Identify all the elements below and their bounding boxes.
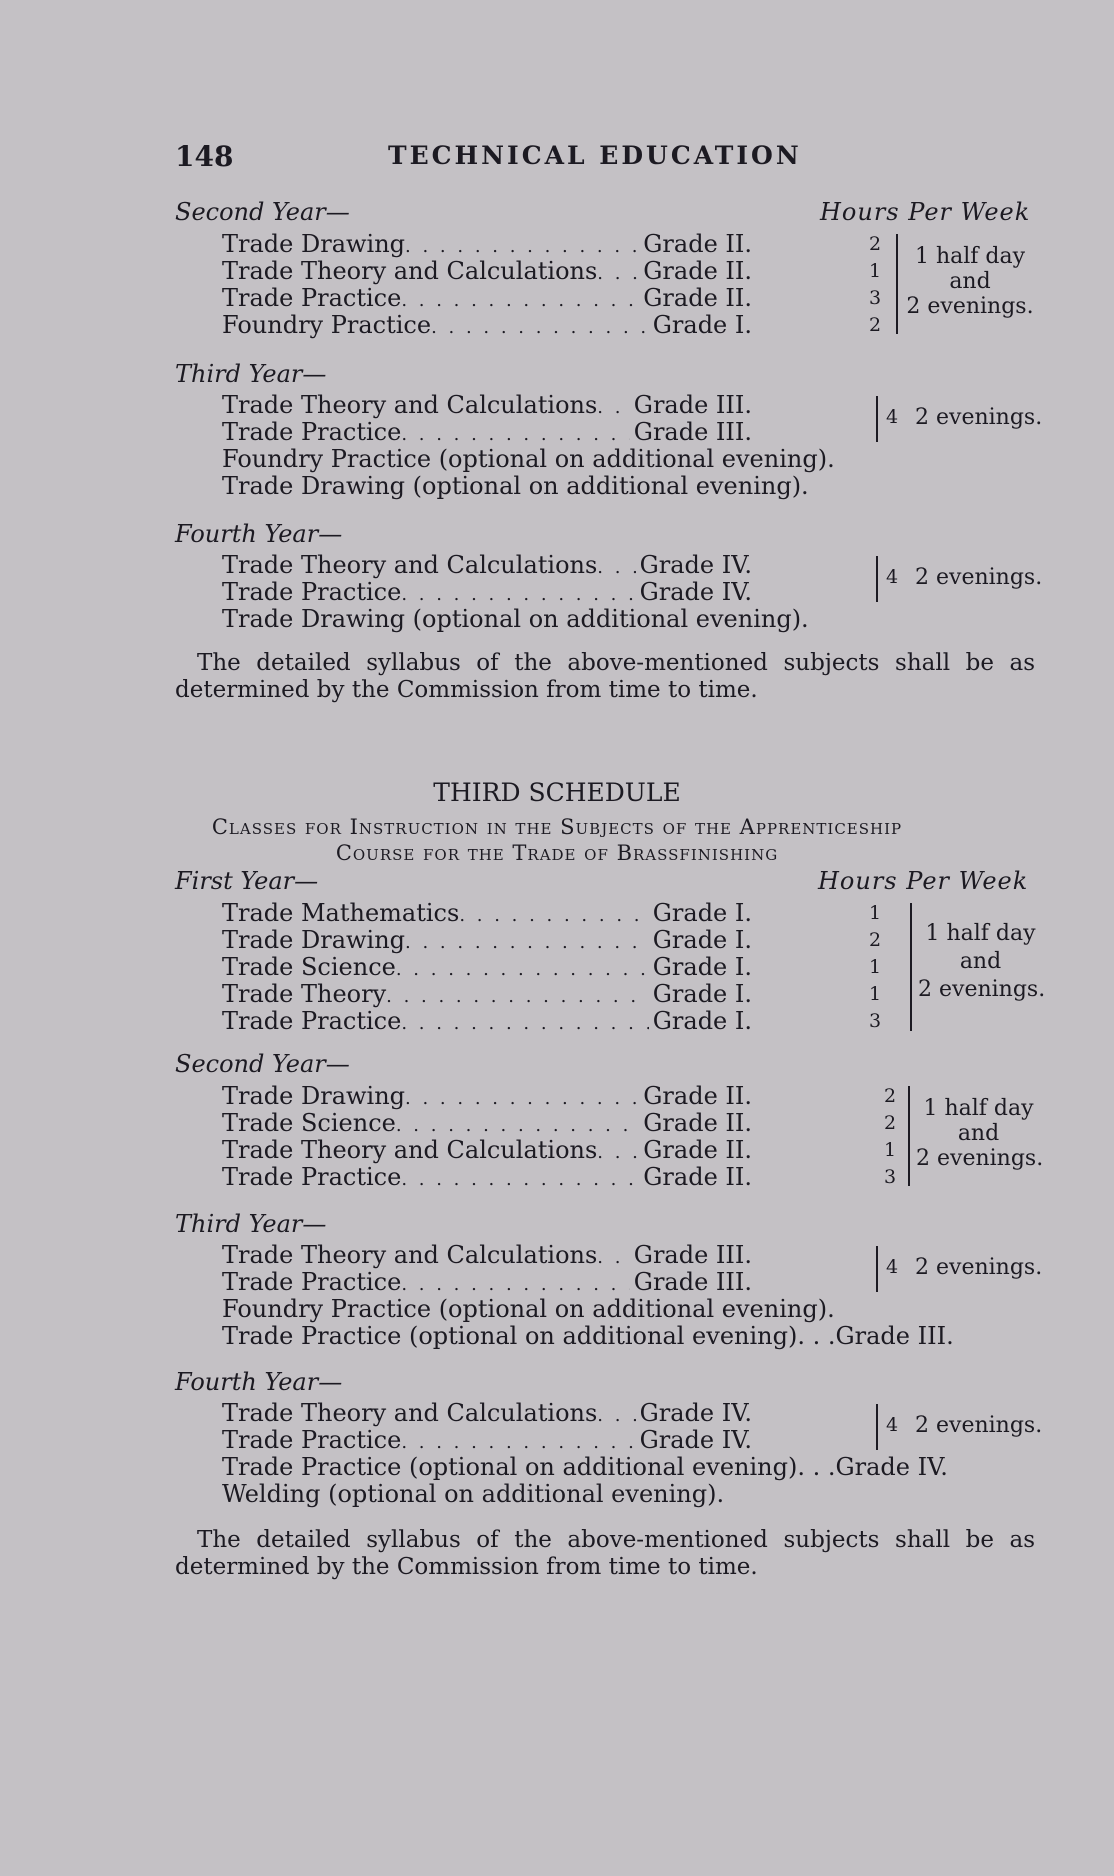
schedule-row bbox=[222, 229, 752, 259]
hours-note: 2 evenings. bbox=[915, 565, 1043, 590]
hours-value: 1 bbox=[868, 902, 882, 924]
subject: Trade Practice bbox=[222, 1007, 402, 1035]
grade: Grade I. bbox=[652, 311, 752, 339]
grade: Grade IV. bbox=[639, 578, 752, 606]
grade: Grade III. bbox=[633, 1268, 752, 1296]
optional-line: Trade Drawing (optional on additional evening). bbox=[222, 605, 809, 633]
brace bbox=[896, 234, 898, 334]
grade: Grade III. bbox=[633, 1241, 752, 1269]
hours-value: 4 bbox=[885, 1256, 899, 1278]
hours-value: 2 bbox=[868, 929, 882, 951]
hours-note: 2 evenings. bbox=[915, 1255, 1043, 1280]
brace bbox=[876, 1246, 878, 1292]
subject: Trade Science bbox=[222, 953, 396, 981]
hours-note: 2 evenings. bbox=[906, 294, 1034, 319]
section-label: Second Year— bbox=[175, 1050, 350, 1078]
grade: Grade II. bbox=[643, 1082, 752, 1110]
schedule-title: THIRD SCHEDULE bbox=[433, 778, 681, 807]
schedule-row bbox=[222, 390, 752, 420]
hours-note: 2 evenings. bbox=[916, 1146, 1044, 1171]
grade: Grade IV. bbox=[639, 1426, 752, 1454]
brace bbox=[876, 1404, 878, 1450]
leader-dots bbox=[401, 1009, 648, 1039]
syllabus-note: The detailed syllabus of the above-mentioned subjects shall be as determined by the Commission from time to time. bbox=[175, 650, 1035, 703]
schedule-row bbox=[222, 256, 752, 286]
schedule-row bbox=[222, 577, 752, 607]
schedule-row bbox=[222, 925, 752, 955]
hours-value: 4 bbox=[885, 1414, 899, 1436]
grade: Grade I. bbox=[652, 953, 752, 981]
schedule-row bbox=[222, 1240, 752, 1270]
hours-value: 1 bbox=[883, 1139, 897, 1161]
schedule-row bbox=[222, 1425, 752, 1455]
subject: Trade Practice bbox=[222, 1426, 402, 1454]
hours-value: 3 bbox=[868, 287, 882, 309]
grade: Grade III. bbox=[633, 418, 752, 446]
hours-note: and bbox=[957, 1121, 1000, 1146]
subject: Trade Practice bbox=[222, 578, 402, 606]
leader-dots bbox=[431, 313, 649, 343]
section-label: Third Year— bbox=[175, 360, 327, 388]
hours-value: 2 bbox=[868, 314, 882, 336]
hours-note: 2 evenings. bbox=[915, 405, 1043, 430]
subject: Trade Theory and Calculations bbox=[222, 1241, 598, 1269]
subject: Trade Practice bbox=[222, 418, 402, 446]
subject: Trade Theory and Calculations bbox=[222, 1136, 598, 1164]
hours-note: 1 half day bbox=[923, 1096, 1034, 1121]
schedule-row bbox=[222, 1108, 752, 1138]
schedule-row bbox=[222, 898, 752, 928]
section-label: Third Year— bbox=[175, 1210, 327, 1238]
schedule-row bbox=[222, 1135, 752, 1165]
schedule-row bbox=[222, 1162, 752, 1192]
subject: Trade Theory bbox=[222, 980, 387, 1008]
hours-value: 1 bbox=[868, 956, 882, 978]
subject: Trade Practice bbox=[222, 1163, 402, 1191]
section-label: Fourth Year— bbox=[175, 1368, 343, 1396]
schedule-row bbox=[222, 283, 752, 313]
grade: Grade I. bbox=[652, 899, 752, 927]
hours-value: 1 bbox=[868, 260, 882, 282]
hours-note: 2 evenings. bbox=[918, 977, 1046, 1002]
schedule-row bbox=[222, 979, 752, 1009]
optional-line: Trade Practice (optional on additional evening). . .Grade III. bbox=[222, 1322, 954, 1350]
hours-value: 2 bbox=[883, 1112, 897, 1134]
hours-value: 2 bbox=[883, 1085, 897, 1107]
brace bbox=[876, 556, 878, 602]
schedule-subtitle: Classes for Instruction in the Subjects of the Apprenticeship bbox=[211, 815, 903, 839]
hours-note: and bbox=[949, 269, 991, 294]
hours-per-week-label: Hours Per Week bbox=[818, 867, 1029, 895]
grade: Grade IV. bbox=[639, 551, 752, 579]
optional-line: Foundry Practice (optional on additional evening). bbox=[222, 1295, 835, 1323]
schedule-row bbox=[222, 550, 752, 580]
syllabus-note: The detailed syllabus of the above-mentioned subjects shall be as determined by the Commission from time to time. bbox=[175, 1527, 1035, 1580]
hours-value: 3 bbox=[868, 1010, 882, 1032]
schedule-row bbox=[222, 1081, 752, 1111]
hours-value: 2 bbox=[868, 233, 882, 255]
optional-line: Trade Drawing (optional on additional evening). bbox=[222, 472, 809, 500]
grade: Grade III. bbox=[633, 391, 752, 419]
grade: Grade II. bbox=[643, 1109, 752, 1137]
grade: Grade I. bbox=[652, 1007, 752, 1035]
leader-dots bbox=[401, 1165, 639, 1195]
subject: Trade Theory and Calculations bbox=[222, 551, 598, 579]
schedule-row bbox=[222, 1267, 752, 1297]
subject: Trade Drawing bbox=[222, 1082, 406, 1110]
subject: Trade Theory and Calculations bbox=[222, 391, 598, 419]
subject: Trade Theory and Calculations bbox=[222, 1399, 598, 1427]
schedule-row bbox=[222, 310, 752, 340]
hours-value: 1 bbox=[868, 983, 882, 1005]
brace bbox=[908, 1086, 910, 1186]
grade: Grade II. bbox=[643, 1163, 752, 1191]
running-title: TECHNICAL EDUCATION bbox=[388, 141, 802, 170]
grade: Grade II. bbox=[643, 257, 752, 285]
grade: Grade I. bbox=[652, 980, 752, 1008]
section-label: Second Year— bbox=[175, 198, 350, 226]
section-label: First Year— bbox=[175, 867, 319, 895]
hours-value: 4 bbox=[885, 566, 899, 588]
optional-line: Trade Practice (optional on additional evening). . .Grade IV. bbox=[222, 1453, 948, 1481]
subject: Trade Practice bbox=[222, 1268, 402, 1296]
schedule-subtitle: Course for the Trade of Brassfinishing bbox=[335, 841, 779, 865]
brace bbox=[910, 903, 912, 1031]
hours-note: 1 half day bbox=[925, 921, 1036, 946]
grade: Grade IV. bbox=[639, 1399, 752, 1427]
hours-value: 3 bbox=[883, 1166, 897, 1188]
schedule-row bbox=[222, 417, 752, 447]
hours-per-week-label: Hours Per Week bbox=[820, 198, 1031, 226]
subject: Trade Drawing bbox=[222, 230, 406, 258]
grade: Grade I. bbox=[652, 926, 752, 954]
section-label: Fourth Year— bbox=[175, 520, 343, 548]
page-number: 148 bbox=[175, 140, 234, 173]
hours-note: 2 evenings. bbox=[915, 1413, 1043, 1438]
subject: Trade Science bbox=[222, 1109, 396, 1137]
optional-line: Welding (optional on additional evening). bbox=[222, 1480, 725, 1508]
grade: Grade II. bbox=[643, 284, 752, 312]
schedule-row bbox=[222, 952, 752, 982]
optional-line: Foundry Practice (optional on additional evening). bbox=[222, 445, 835, 473]
hours-value: 4 bbox=[885, 406, 899, 428]
hours-note: 1 half day bbox=[914, 244, 1026, 269]
grade: Grade II. bbox=[643, 230, 752, 258]
hours-note: and bbox=[959, 949, 1002, 974]
grade: Grade II. bbox=[643, 1136, 752, 1164]
schedule-row bbox=[222, 1006, 752, 1036]
schedule-row bbox=[222, 1398, 752, 1428]
subject: Foundry Practice bbox=[222, 311, 432, 339]
subject: Trade Practice bbox=[222, 284, 402, 312]
subject: Trade Drawing bbox=[222, 926, 406, 954]
brace bbox=[876, 396, 878, 442]
subject: Trade Mathematics bbox=[222, 899, 460, 927]
subject: Trade Theory and Calculations bbox=[222, 257, 598, 285]
